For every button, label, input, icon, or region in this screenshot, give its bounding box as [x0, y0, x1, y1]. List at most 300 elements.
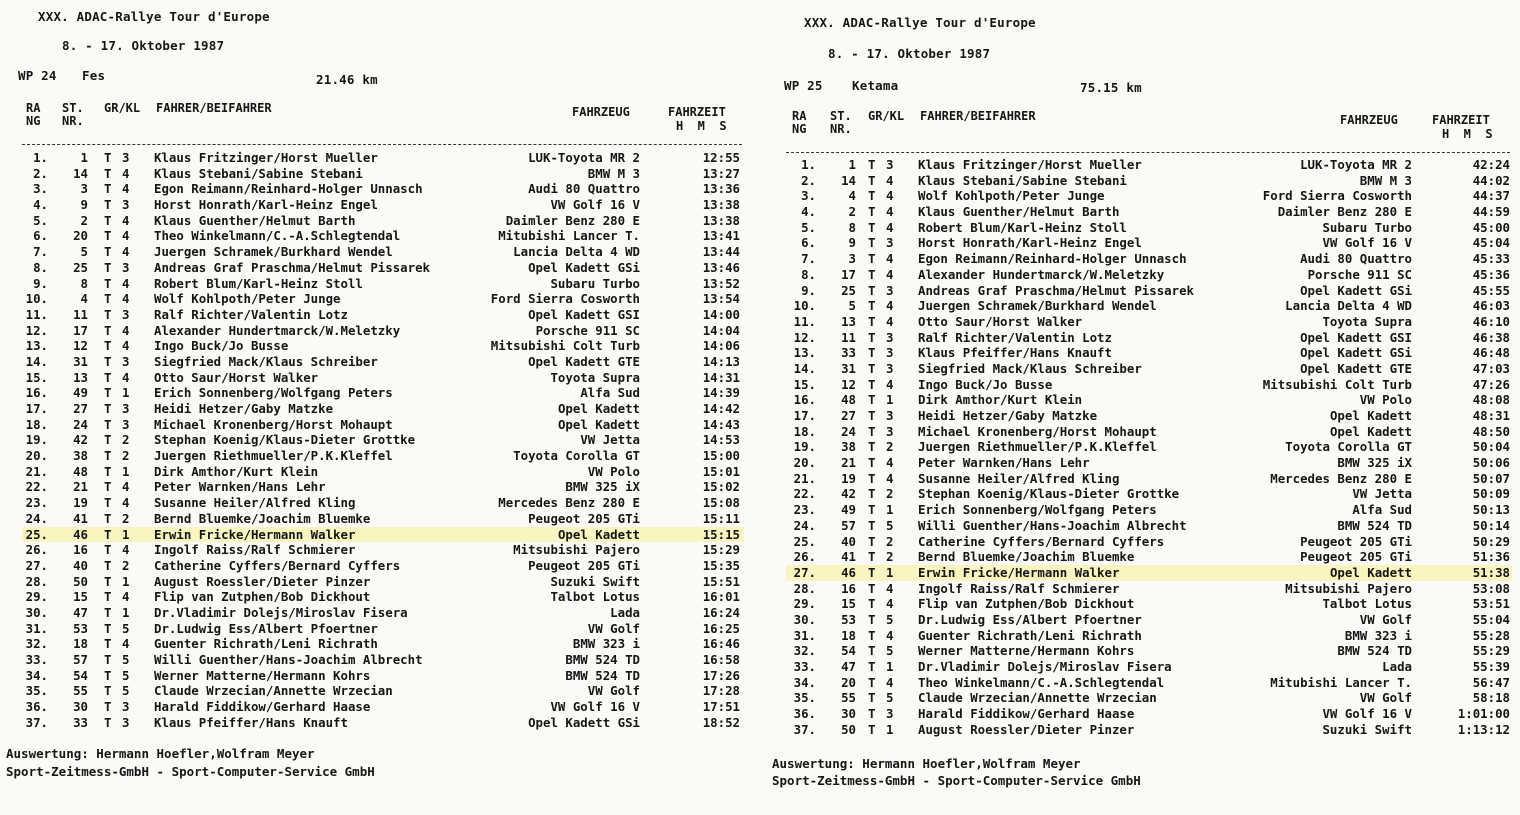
group-cell: T	[104, 275, 112, 291]
driver-cell: Harald Fiddikow/Gerhard Haase	[154, 699, 371, 715]
class-cell: 3	[122, 306, 130, 322]
time-cell: 47:26	[1472, 376, 1510, 392]
rank-cell: 37.	[793, 721, 816, 737]
driver-cell: Peter Warnken/Hans Lehr	[918, 455, 1090, 471]
group-cell: T	[104, 526, 112, 542]
start-number-cell: 18	[841, 627, 856, 643]
driver-cell: Dr.Vladimir Dolejs/Miroslav Fisera	[918, 659, 1172, 674]
table-row	[22, 370, 744, 386]
time-cell: 55:04	[1472, 611, 1510, 627]
start-number-cell: 53	[841, 611, 856, 627]
time-cell: 53:51	[1472, 596, 1510, 612]
left-stage-name: Fes	[82, 68, 106, 83]
table-row	[786, 361, 1512, 377]
rank-cell: 10.	[793, 298, 816, 314]
driver-cell: Robert Blum/Karl-Heinz Stoll	[154, 275, 363, 291]
group-cell: T	[868, 282, 876, 298]
driver-cell: Egon Reimann/Reinhard-Holger Unnasch	[918, 251, 1187, 267]
driver-cell: Klaus Fritzinger/Horst Mueller	[918, 157, 1142, 172]
table-row	[786, 330, 1512, 346]
time-cell: 50:09	[1472, 486, 1510, 502]
time-cell: 15:00	[702, 448, 740, 464]
class-cell: 3	[886, 282, 894, 298]
start-number-cell: 12	[841, 376, 856, 392]
time-cell: 16:58	[702, 652, 740, 667]
group-cell: T	[868, 439, 876, 455]
driver-cell: Guenter Richrath/Leni Richrath	[918, 627, 1142, 643]
group-cell: T	[104, 589, 112, 605]
group-cell: T	[104, 636, 112, 652]
class-cell: 5	[886, 690, 894, 706]
vehicle-cell: Peugeot 205 GTi	[528, 510, 640, 526]
time-cell: 15:11	[702, 510, 740, 526]
time-cell: 17:26	[702, 667, 740, 683]
class-cell: 3	[886, 329, 894, 345]
rank-cell: 29.	[793, 596, 816, 612]
time-cell: 14:06	[702, 338, 740, 354]
rank-cell: 2.	[801, 172, 816, 188]
time-cell: 51:38	[1472, 564, 1510, 580]
class-cell: 5	[122, 652, 130, 667]
driver-cell: Klaus Stebani/Sabine Stebani	[154, 165, 363, 181]
class-cell: 2	[886, 549, 894, 565]
vehicle-cell: VW Golf 16 V	[1322, 235, 1412, 251]
time-cell: 14:39	[702, 385, 740, 401]
driver-cell: Michael Kronenberg/Horst Mohaupt	[918, 423, 1157, 439]
time-cell: 14:43	[702, 416, 740, 432]
table-row	[22, 715, 744, 731]
left-head-rang: RA NG	[26, 101, 41, 128]
driver-cell: Erwin Fricke/Hermann Walker	[918, 564, 1120, 580]
table-row	[786, 518, 1512, 534]
vehicle-cell: LUK-Toyota MR 2	[528, 150, 640, 165]
time-cell: 50:13	[1472, 502, 1510, 518]
time-cell: 46:10	[1472, 313, 1510, 329]
table-row	[22, 621, 744, 637]
start-number-cell: 57	[73, 652, 88, 667]
rank-cell: 6.	[801, 235, 816, 251]
time-cell: 46:03	[1472, 298, 1510, 314]
vehicle-cell: BMW M 3	[1359, 172, 1412, 188]
vehicle-cell: Toyota Supra	[550, 369, 640, 385]
start-number-cell: 16	[841, 580, 856, 596]
start-number-cell: 46	[73, 526, 88, 542]
vehicle-cell: Talbot Lotus	[550, 589, 640, 605]
group-cell: T	[104, 150, 112, 165]
table-row	[22, 511, 744, 527]
group-cell: T	[868, 643, 876, 659]
time-cell: 45:36	[1472, 266, 1510, 282]
table-row	[786, 408, 1512, 424]
class-cell: 3	[886, 345, 894, 361]
class-cell: 4	[122, 244, 130, 260]
table-row	[786, 628, 1512, 644]
group-cell: T	[868, 470, 876, 486]
class-cell: 4	[122, 495, 130, 511]
class-cell: 2	[886, 439, 894, 455]
driver-cell: August Roessler/Dieter Pinzer	[154, 573, 371, 589]
class-cell: 4	[122, 479, 130, 495]
group-cell: T	[868, 564, 876, 580]
class-cell: 3	[886, 423, 894, 439]
class-cell: 4	[122, 228, 130, 244]
table-row	[786, 534, 1512, 550]
driver-cell: Claude Wrzecian/Annette Wrzecian	[154, 683, 393, 699]
table-row	[22, 558, 744, 574]
rank-cell: 34.	[25, 667, 48, 683]
start-number-cell: 17	[73, 322, 88, 338]
class-cell: 4	[122, 181, 130, 197]
rank-cell: 32.	[793, 643, 816, 659]
group-cell: T	[868, 266, 876, 282]
class-cell: 4	[122, 636, 130, 652]
start-number-cell: 47	[841, 659, 856, 674]
table-row	[786, 283, 1512, 299]
table-row	[22, 636, 744, 652]
group-cell: T	[104, 479, 112, 495]
driver-cell: Bernd Bluemke/Joachim Bluemke	[918, 549, 1135, 565]
group-cell: T	[868, 580, 876, 596]
rank-cell: 26.	[25, 542, 48, 558]
rank-cell: 21.	[25, 463, 48, 479]
class-cell: 1	[886, 659, 894, 674]
vehicle-cell: BMW 325 iX	[565, 479, 640, 495]
driver-cell: Erwin Fricke/Hermann Walker	[154, 526, 356, 542]
rank-cell: 12.	[25, 322, 48, 338]
vehicle-cell: VW Golf	[1359, 611, 1412, 627]
group-cell: T	[104, 683, 112, 699]
time-cell: 16:25	[702, 620, 740, 636]
class-cell: 4	[886, 470, 894, 486]
driver-cell: Klaus Guenther/Helmut Barth	[154, 212, 356, 228]
rank-cell: 31.	[793, 627, 816, 643]
group-cell: T	[104, 557, 112, 573]
vehicle-cell: Opel Kadett	[557, 401, 640, 416]
left-footer-auswertung: Auswertung: Hermann Hoefler,Wolfram Meyer	[6, 746, 315, 761]
class-cell: 2	[122, 432, 130, 448]
time-cell: 50:06	[1472, 455, 1510, 471]
group-cell: T	[104, 463, 112, 479]
rank-cell: 17.	[25, 401, 48, 416]
class-cell: 4	[122, 322, 130, 338]
table-row	[22, 385, 744, 401]
rank-cell: 13.	[793, 345, 816, 361]
time-cell: 14:13	[702, 353, 740, 369]
vehicle-cell: Lancia Delta 4 WD	[1285, 298, 1412, 314]
vehicle-cell: BMW 325 iX	[1337, 455, 1412, 471]
rank-cell: 33.	[793, 659, 816, 674]
table-row	[22, 574, 744, 590]
driver-cell: Catherine Cyffers/Bernard Cyffers	[154, 557, 401, 573]
time-cell: 14:00	[702, 306, 740, 322]
rank-cell: 19.	[793, 439, 816, 455]
group-cell: T	[868, 517, 876, 533]
table-row	[22, 401, 744, 417]
driver-cell: Flip van Zutphen/Bob Dickhout	[918, 596, 1135, 612]
time-cell: 55:29	[1472, 643, 1510, 659]
class-cell: 3	[122, 416, 130, 432]
class-cell: 4	[886, 313, 894, 329]
rank-cell: 30.	[25, 604, 48, 620]
table-row	[22, 495, 744, 511]
rank-cell: 27.	[793, 564, 816, 580]
time-cell: 56:47	[1472, 674, 1510, 690]
table-row	[22, 683, 744, 699]
class-cell: 1	[122, 385, 130, 401]
driver-cell: Otto Saur/Horst Walker	[918, 313, 1083, 329]
time-cell: 48:08	[1472, 392, 1510, 408]
table-row	[22, 464, 744, 480]
rank-cell: 18.	[25, 416, 48, 432]
class-cell: 4	[122, 369, 130, 385]
driver-cell: Egon Reimann/Reinhard-Holger Unnasch	[154, 181, 423, 197]
time-cell: 15:35	[702, 557, 740, 573]
left-dates: 8. - 17. Oktober 1987	[62, 38, 225, 53]
class-cell: 4	[886, 674, 894, 690]
rank-cell: 7.	[801, 251, 816, 267]
table-row	[786, 392, 1512, 408]
group-cell: T	[104, 432, 112, 448]
left-title: XXX. ADAC-Rallye Tour d'Europe	[38, 9, 270, 24]
left-distance: 21.46 km	[316, 72, 378, 87]
group-cell: T	[868, 408, 876, 423]
rank-cell: 4.	[801, 204, 816, 220]
rank-cell: 11.	[25, 306, 48, 322]
rank-cell: 11.	[793, 313, 816, 329]
time-cell: 1:01:00	[1457, 706, 1510, 722]
rank-cell: 23.	[25, 495, 48, 511]
vehicle-cell: Mercedes Benz 280 E	[1270, 470, 1412, 486]
driver-cell: Juergen Riethmueller/P.K.Kleffel	[918, 439, 1157, 455]
start-number-cell: 14	[841, 172, 856, 188]
rank-cell: 1.	[801, 157, 816, 172]
left-stage: WP 24	[18, 68, 57, 83]
group-cell: T	[104, 197, 112, 213]
class-cell: 2	[886, 486, 894, 502]
right-stage-name: Ketama	[852, 78, 899, 93]
vehicle-cell: VW Polo	[587, 463, 640, 479]
class-cell: 4	[122, 212, 130, 228]
class-cell: 3	[122, 714, 130, 730]
table-row	[786, 549, 1512, 565]
vehicle-cell: Alfa Sud	[1352, 502, 1412, 518]
rank-cell: 14.	[25, 353, 48, 369]
class-cell: 4	[122, 542, 130, 558]
table-row	[786, 424, 1512, 440]
driver-cell: Klaus Stebani/Sabine Stebani	[918, 172, 1127, 188]
time-cell: 53:08	[1472, 580, 1510, 596]
class-cell: 3	[122, 197, 130, 213]
group-cell: T	[868, 188, 876, 204]
driver-cell: Otto Saur/Horst Walker	[154, 369, 319, 385]
vehicle-cell: Opel Kadett GSi	[1300, 345, 1412, 361]
left-head-grkl: GR/KL	[104, 101, 141, 115]
driver-cell: Dr.Ludwig Ess/Albert Pfoertner	[154, 620, 378, 636]
group-cell: T	[868, 251, 876, 267]
rank-cell: 8.	[33, 259, 48, 275]
start-number-cell: 48	[73, 463, 88, 479]
rank-cell: 20.	[25, 448, 48, 464]
driver-cell: Theo Winkelmann/C.-A.Schlegtendal	[154, 228, 401, 244]
class-cell: 4	[122, 589, 130, 605]
vehicle-cell: Porsche 911 SC	[535, 322, 640, 338]
class-cell: 4	[122, 291, 130, 307]
vehicle-cell: VW Jetta	[1352, 486, 1412, 502]
right-title: XXX. ADAC-Rallye Tour d'Europe	[804, 15, 1036, 30]
rank-cell: 7.	[33, 244, 48, 260]
time-cell: 55:28	[1472, 627, 1510, 643]
table-row	[786, 157, 1512, 173]
table-row	[22, 213, 744, 229]
start-number-cell: 19	[73, 495, 88, 511]
vehicle-cell: BMW 323 i	[1344, 627, 1412, 643]
right-dates: 8. - 17. Oktober 1987	[828, 46, 991, 61]
driver-cell: Wolf Kohlpoth/Peter Junge	[154, 291, 341, 307]
table-row	[786, 706, 1512, 722]
group-cell: T	[868, 235, 876, 251]
driver-cell: Susanne Heiler/Alfred Kling	[154, 495, 356, 511]
start-number-cell: 55	[841, 690, 856, 706]
class-cell: 3	[122, 353, 130, 369]
table-row	[786, 188, 1512, 204]
table-row	[22, 417, 744, 433]
class-cell: 1	[122, 604, 130, 620]
rank-cell: 26.	[793, 549, 816, 565]
start-number-cell: 54	[73, 667, 88, 683]
class-cell: 3	[886, 157, 894, 172]
start-number-cell: 42	[841, 486, 856, 502]
group-cell: T	[104, 306, 112, 322]
rank-cell: 31.	[25, 620, 48, 636]
rank-cell: 14.	[793, 360, 816, 376]
time-cell: 51:36	[1472, 549, 1510, 565]
vehicle-cell: Opel Kadett GSI	[1300, 329, 1412, 345]
time-cell: 13:41	[702, 228, 740, 244]
driver-cell: Juergen Riethmueller/P.K.Kleffel	[154, 448, 393, 464]
time-cell: 17:28	[702, 683, 740, 699]
table-row	[786, 173, 1512, 189]
group-cell: T	[104, 259, 112, 275]
table-row	[22, 432, 744, 448]
class-cell: 5	[122, 620, 130, 636]
class-cell: 2	[122, 510, 130, 526]
group-cell: T	[868, 596, 876, 612]
driver-cell: Bernd Bluemke/Joachim Bluemke	[154, 510, 371, 526]
class-cell: 1	[886, 502, 894, 518]
time-cell: 50:29	[1472, 533, 1510, 549]
vehicle-cell: Toyota Corolla GT	[1285, 439, 1412, 455]
start-number-cell: 33	[841, 345, 856, 361]
table-row	[22, 448, 744, 464]
table-row	[786, 722, 1512, 738]
table-row	[786, 235, 1512, 251]
vehicle-cell: Mitubishi Lancer T.	[1270, 674, 1412, 690]
time-cell: 58:18	[1472, 690, 1510, 706]
rank-cell: 24.	[793, 517, 816, 533]
class-cell: 4	[886, 266, 894, 282]
time-cell: 16:24	[702, 604, 740, 620]
start-number-cell: 15	[841, 596, 856, 612]
driver-cell: Theo Winkelmann/C.-A.Schlegtendal	[918, 674, 1165, 690]
start-number-cell: 4	[848, 188, 856, 204]
time-cell: 48:31	[1472, 408, 1510, 423]
vehicle-cell: Opel Kadett	[557, 526, 640, 542]
table-row	[786, 204, 1512, 220]
time-cell: 48:50	[1472, 423, 1510, 439]
class-cell: 1	[886, 392, 894, 408]
start-number-cell: 24	[841, 423, 856, 439]
vehicle-cell: Mitsubishi Colt Turb	[1262, 376, 1412, 392]
vehicle-cell: VW Polo	[1359, 392, 1412, 408]
rank-cell: 22.	[25, 479, 48, 495]
start-number-cell: 8	[848, 219, 856, 235]
class-cell: 5	[886, 643, 894, 659]
start-number-cell: 55	[73, 683, 88, 699]
group-cell: T	[868, 674, 876, 690]
class-cell: 4	[122, 338, 130, 354]
class-cell: 2	[122, 557, 130, 573]
rank-cell: 36.	[25, 699, 48, 715]
rank-cell: 25.	[793, 533, 816, 549]
vehicle-cell: Suzuki Swift	[550, 573, 640, 589]
table-row	[786, 565, 1512, 581]
start-number-cell: 14	[73, 165, 88, 181]
class-cell: 4	[886, 298, 894, 314]
rank-cell: 29.	[25, 589, 48, 605]
class-cell: 3	[122, 699, 130, 715]
table-row	[786, 220, 1512, 236]
time-cell: 46:48	[1472, 345, 1510, 361]
driver-cell: Ingolf Raiss/Ralf Schmierer	[918, 580, 1120, 596]
rank-cell: 13.	[25, 338, 48, 354]
time-cell: 14:42	[702, 401, 740, 416]
start-number-cell: 1	[848, 157, 856, 172]
left-results-table	[22, 150, 744, 730]
left-head-fahrzeit: FAHRZEIT	[668, 105, 726, 119]
group-cell: T	[868, 392, 876, 408]
table-row	[786, 596, 1512, 612]
time-cell: 44:59	[1472, 204, 1510, 220]
class-cell: 5	[122, 667, 130, 683]
group-cell: T	[868, 157, 876, 172]
table-row	[786, 267, 1512, 283]
start-number-cell: 31	[841, 360, 856, 376]
rank-cell: 16.	[793, 392, 816, 408]
start-number-cell: 3	[848, 251, 856, 267]
driver-cell: Juergen Schramek/Burkhard Wendel	[918, 298, 1157, 314]
start-number-cell: 27	[841, 408, 856, 423]
table-row	[22, 479, 744, 495]
driver-cell: Stephan Koenig/Klaus-Dieter Grottke	[918, 486, 1180, 502]
driver-cell: Willi Guenther/Hans-Joachim Albrecht	[918, 517, 1187, 533]
time-cell: 13:52	[702, 275, 740, 291]
class-cell: 3	[122, 401, 130, 416]
group-cell: T	[868, 219, 876, 235]
group-cell: T	[868, 721, 876, 737]
rank-cell: 4.	[33, 197, 48, 213]
table-row	[22, 307, 744, 323]
start-number-cell: 11	[73, 306, 88, 322]
rank-cell: 12.	[793, 329, 816, 345]
driver-cell: Stephan Koenig/Klaus-Dieter Grottke	[154, 432, 416, 448]
time-cell: 15:08	[702, 495, 740, 511]
start-number-cell: 41	[841, 549, 856, 565]
left-header-rule	[22, 144, 742, 145]
right-head-fahrer: FAHRER/BEIFAHRER	[920, 109, 1036, 123]
table-row	[786, 251, 1512, 267]
class-cell: 3	[122, 150, 130, 165]
driver-cell: Siegfried Mack/Klaus Schreiber	[154, 353, 378, 369]
